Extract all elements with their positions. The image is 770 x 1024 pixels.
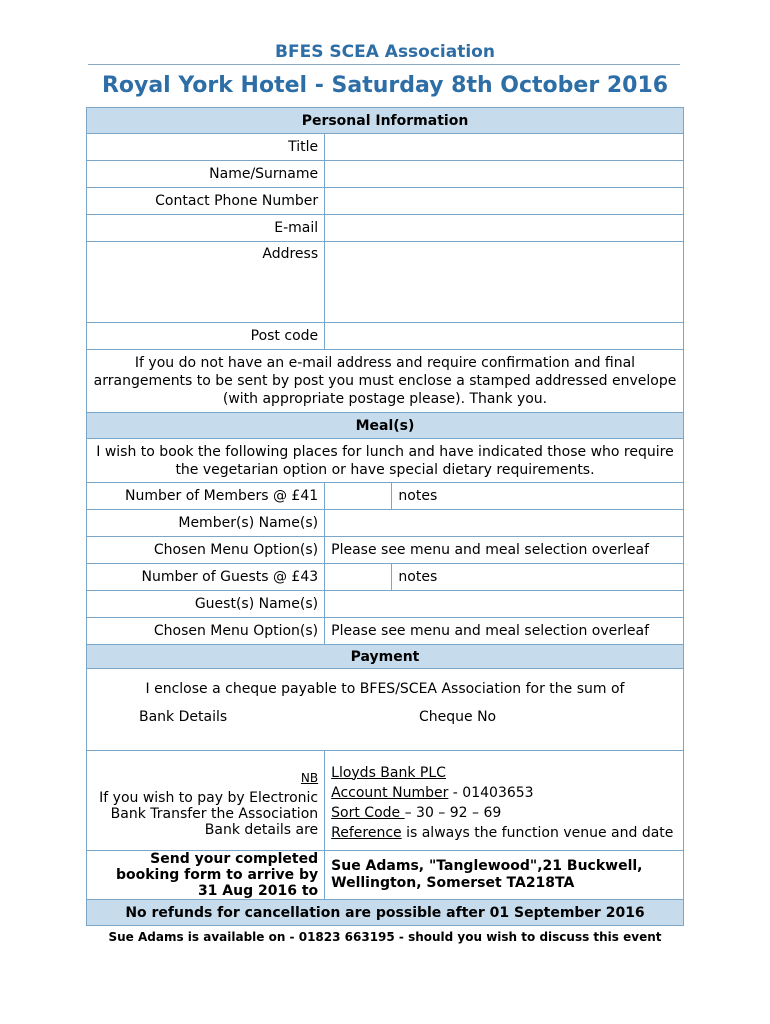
member-menu-value: Please see menu and meal selection overleaf xyxy=(325,537,684,564)
refund-notice: No refunds for cancellation are possible after 01 September 2016 xyxy=(87,900,684,926)
postcode-label: Post code xyxy=(87,323,325,350)
bank-name: Lloyds Bank PLC xyxy=(331,764,446,781)
meals-heading: Meal(s) xyxy=(87,413,684,439)
event-title: Royal York Hotel - Saturday 8th October 2016 xyxy=(101,73,669,98)
personal-info-heading: Personal Information xyxy=(87,108,684,134)
payment-heading: Payment xyxy=(87,645,684,669)
sort-code-value: – 30 – 92 – 69 xyxy=(404,804,502,821)
address-label: Address xyxy=(87,242,325,323)
members-count-label: Number of Members @ £41 xyxy=(87,483,325,510)
bank-details-block xyxy=(325,751,684,851)
name-surname-field[interactable] xyxy=(325,161,684,188)
send-address: Sue Adams, "Tanglewood",21 Buckwell, Wellington, Somerset TA218TA xyxy=(325,851,684,900)
cheque-statement: I enclose a cheque payable to BFES/SCEA Association for the sum of xyxy=(145,681,625,697)
bank-details-label: Bank Details xyxy=(139,709,228,725)
email-field[interactable] xyxy=(325,215,684,242)
address-field[interactable] xyxy=(325,242,684,323)
guest-menu-value: Please see menu and meal selection overleaf xyxy=(325,618,684,645)
guest-menu-label: Chosen Menu Option(s) xyxy=(87,618,325,645)
guest-names-field[interactable] xyxy=(325,591,684,618)
guests-notes-label: notes xyxy=(398,569,438,585)
email-label: E-mail xyxy=(87,215,325,242)
members-notes-field[interactable] xyxy=(392,483,684,510)
postal-confirmation-note: If you do not have an e-mail address and require confirmation and final arrangements to be sent by post you must enclose a stamped addressed envelope (with appropriate postage please). Thank you. xyxy=(87,350,684,413)
name-surname-label: Name/Surname xyxy=(87,161,325,188)
account-number-value: - 01403653 xyxy=(448,784,534,801)
contact-phone-label: Contact Phone Number xyxy=(87,188,325,215)
member-names-field[interactable] xyxy=(325,510,684,537)
contact-footer: Sue Adams is available on - 01823 663195 - should you wish to discuss this event xyxy=(108,930,662,944)
members-notes-label: notes xyxy=(398,488,438,504)
electronic-transfer-info xyxy=(87,751,325,851)
reference-label: Reference xyxy=(331,824,402,841)
cheque-section xyxy=(87,669,684,751)
postcode-field[interactable] xyxy=(325,323,684,350)
booking-form-table xyxy=(86,107,684,926)
guests-count-field[interactable] xyxy=(325,564,392,591)
organization-name: BFES SCEA Association xyxy=(275,42,495,62)
electronic-transfer-text: If you wish to pay by Electronic Bank Transfer the Association Bank details are xyxy=(99,789,319,838)
guests-notes-field[interactable] xyxy=(392,564,684,591)
contact-phone-field[interactable] xyxy=(325,188,684,215)
nb-label: NB xyxy=(300,770,319,785)
members-count-field[interactable] xyxy=(325,483,392,510)
send-booking-label: Send your completed booking form to arrive by 31 Aug 2016 to xyxy=(87,851,325,900)
meals-intro: I wish to book the following places for lunch and have indicated those who require the vegetarian option or have special dietary requirements. xyxy=(87,439,684,483)
member-names-label: Member(s) Name(s) xyxy=(87,510,325,537)
title-field[interactable] xyxy=(325,134,684,161)
guests-count-label: Number of Guests @ £43 xyxy=(87,564,325,591)
member-menu-label: Chosen Menu Option(s) xyxy=(87,537,325,564)
header-divider xyxy=(88,64,680,65)
sort-code-label: Sort Code xyxy=(331,804,405,821)
title-label: Title xyxy=(87,134,325,161)
cheque-number-label: Cheque No xyxy=(419,709,497,725)
guest-names-label: Guest(s) Name(s) xyxy=(87,591,325,618)
account-number-label: Account Number xyxy=(331,784,449,801)
reference-value: is always the function venue and date xyxy=(401,824,674,841)
